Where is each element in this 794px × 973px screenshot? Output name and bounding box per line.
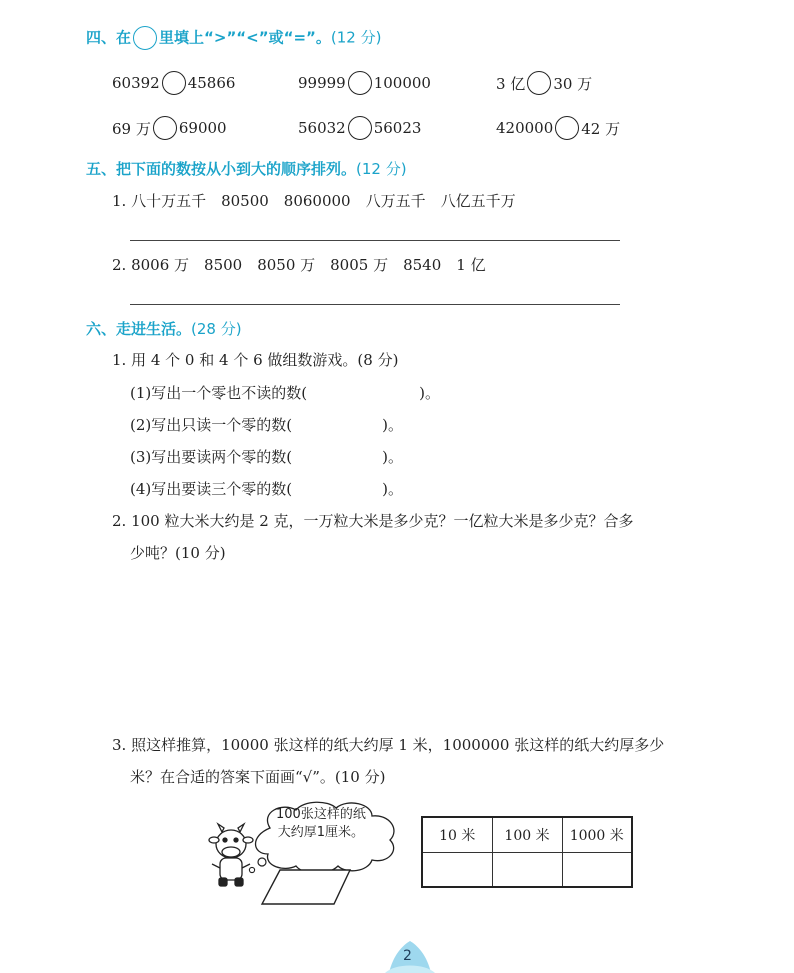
- answer-circle[interactable]: [527, 71, 551, 95]
- compare-item-6: 420000 42 万: [496, 116, 620, 140]
- section-6-title: 六、走进生活。(28 分): [86, 320, 242, 338]
- section-5-question-2: 2. 8006 万 8500 8050 万 8005 万 8540 1 亿: [112, 256, 486, 274]
- page-number: 2: [403, 948, 412, 964]
- answer-cell[interactable]: [492, 852, 562, 887]
- answer-line-1[interactable]: [130, 240, 620, 241]
- answer-circle[interactable]: [162, 71, 186, 95]
- compare-item-2: 99999 100000: [298, 71, 431, 95]
- compare-item-1: 60392 45866: [112, 71, 235, 95]
- section-5-title: 五、把下面的数按从小到大的顺序排列。(12 分): [86, 160, 407, 178]
- sub-question-2: (2)写出只读一个零的数( )。: [130, 416, 403, 434]
- bubble-text: 100张这样的纸 大约厚1厘米。: [276, 807, 366, 840]
- table-header: 100 米: [492, 817, 562, 852]
- answer-circle[interactable]: [348, 116, 372, 140]
- sub-question-1: (1)写出一个零也不读的数( )。: [130, 384, 440, 402]
- sub-question-4: (4)写出要读三个零的数( )。: [130, 480, 403, 498]
- table-header: 10 米: [422, 817, 492, 852]
- answer-cell[interactable]: [422, 852, 492, 887]
- answer-line-2[interactable]: [130, 304, 620, 305]
- compare-item-4: 69 万 69000: [112, 116, 227, 140]
- section-6-question-3-line-1: 3. 照这样推算，10000 张这样的纸大约厚 1 米，1000000 张这样的纸大约厚多少: [112, 736, 665, 754]
- section-6-question-3-line-2: 米？在合适的答案下面画“√”。(10 分): [130, 768, 386, 786]
- answer-cell[interactable]: [562, 852, 632, 887]
- answer-circle[interactable]: [153, 116, 177, 140]
- answer-circle[interactable]: [348, 71, 372, 95]
- section-6-question-1: 1. 用 4 个 0 和 4 个 6 做组数游戏。(8 分): [112, 351, 399, 369]
- section-4-title: 四、在 里填上“>”“<”或“=”。(12 分): [86, 26, 381, 50]
- section-6-question-2-line-1: 2. 100 粒大米大约是 2 克，一万粒大米是多少克？一亿粒大米是多少克？合多: [112, 512, 634, 530]
- sub-question-3: (3)写出要读两个零的数( )。: [130, 448, 403, 466]
- answer-circle[interactable]: [555, 116, 579, 140]
- compare-item-3: 3 亿 30 万: [496, 71, 592, 95]
- section-5-question-1: 1. 八十万五千 80500 8060000 八万五千 八亿五千万: [112, 192, 516, 210]
- cow-icon: [209, 824, 253, 886]
- table-header: 1000 米: [562, 817, 632, 852]
- circle-icon: [133, 26, 157, 50]
- compare-item-5: 56032 56023: [298, 116, 421, 140]
- answer-table: [421, 816, 633, 888]
- section-6-question-2-line-2: 少吨？(10 分): [130, 544, 226, 562]
- paper-icon: [262, 870, 350, 904]
